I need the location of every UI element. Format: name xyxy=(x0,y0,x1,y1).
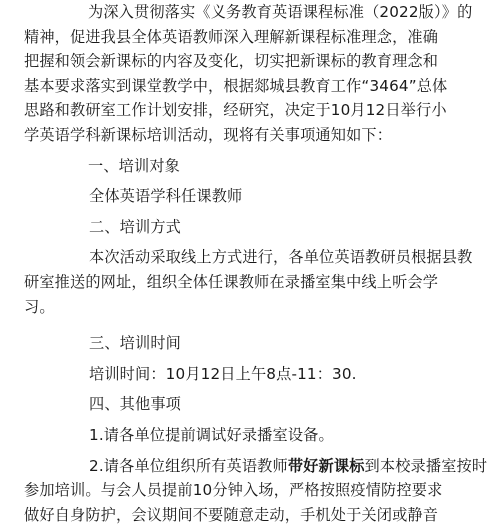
item-2-bold-text: 带好新课标 xyxy=(287,456,365,475)
section2-line-2: 研室推送的网址，组织全体任课教师在录播室集中线上听会学 xyxy=(24,272,439,291)
item-2-suffix: 到本校录播室按时 xyxy=(364,456,487,475)
item-1: 1.请各单位提前调试好录播室设备。 xyxy=(89,425,334,444)
section2-line-3: 习。 xyxy=(24,297,55,316)
intro-line-2: 精神，促进我县全体英语教师深入理解新课程标准理念，准确 xyxy=(24,27,439,46)
section3-heading: 三、培训时间 xyxy=(89,334,182,353)
item-2-line-2: 参加培训。与会人员提前10分钟入场，严格按照疫情防控要求 xyxy=(24,481,443,500)
intro-line-1: 为深入贯彻落实《义务教育英语课程标准（2022版）》的 xyxy=(88,3,473,21)
section1-text: 全体英语学科任课教师 xyxy=(89,187,243,206)
section4-heading: 四、其他事项 xyxy=(89,395,182,414)
item-2-line-1 xyxy=(24,454,487,479)
section2-heading: 二、培训方式 xyxy=(89,217,182,236)
intro-line-5: 思路和教研室工作计划安排，经研究，决定于10月12日举行小 xyxy=(24,101,447,120)
intro-line-4: 基本要求落实到课堂教学中，根据郯城县教育工作“3464”总体 xyxy=(24,76,448,95)
intro-line-6: 学英语学科新课标培训活动，现将有关事项通知如下： xyxy=(24,125,393,144)
section3-text: 培训时间：10月12日上午8点-11：30. xyxy=(89,364,357,383)
item-2-line-3: 做好自身防护，会议期间不要随意走动，手机处于关闭或静音 xyxy=(24,505,439,524)
section2-line-1: 本次活动采取线上方式进行，各单位英语教研员根据县教 xyxy=(89,248,473,267)
item-2-prefix: 2.请各单位组织所有英语教师 xyxy=(89,456,288,475)
section1-heading: 一、培训对象 xyxy=(88,156,181,175)
intro-line-3: 把握和领会新课标的内容及变化，切实把新课标的教育理念和 xyxy=(24,52,439,71)
